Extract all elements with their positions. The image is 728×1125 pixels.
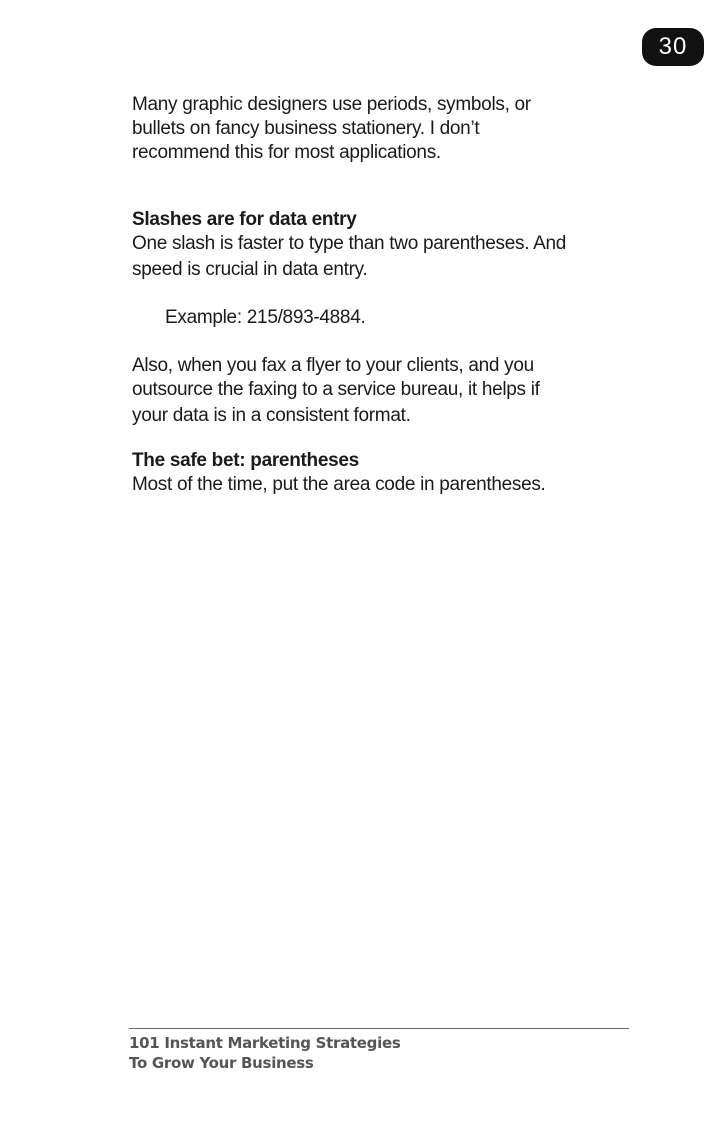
intro-paragraph bbox=[132, 93, 632, 165]
intro-line: recommend this for most applications. bbox=[132, 142, 441, 163]
footer-divider bbox=[129, 1028, 629, 1029]
section-line: your data is in a consistent format. bbox=[132, 405, 411, 426]
section-line: speed is crucial in data entry. bbox=[132, 259, 368, 280]
section-line: outsource the faxing to a service bureau, it helps if bbox=[132, 379, 540, 400]
section-heading: Slashes are for data entry bbox=[132, 209, 357, 230]
page-body bbox=[132, 93, 632, 497]
section-slashes bbox=[132, 208, 632, 428]
footer-title-line2: To Grow Your Business bbox=[129, 1054, 314, 1072]
section-line: Most of the time, put the area code in parentheses. bbox=[132, 474, 546, 495]
section-line: One slash is faster to type than two parentheses. And bbox=[132, 233, 567, 254]
footer-title-line1: 101 Instant Marketing Strategies bbox=[129, 1034, 401, 1052]
section-line: Also, when you fax a flyer to your clients, and you bbox=[132, 355, 534, 376]
page-number: 30 bbox=[658, 33, 688, 60]
section-parentheses bbox=[132, 449, 632, 497]
intro-line: Many graphic designers use periods, symbols, or bbox=[132, 94, 531, 115]
page-number-badge bbox=[642, 28, 704, 66]
intro-line: bullets on fancy business stationery. I don’t bbox=[132, 118, 480, 139]
footer bbox=[129, 1033, 400, 1073]
example-line: Example: 215/893-4884. bbox=[165, 307, 366, 328]
section-heading: The safe bet: parentheses bbox=[132, 450, 359, 471]
